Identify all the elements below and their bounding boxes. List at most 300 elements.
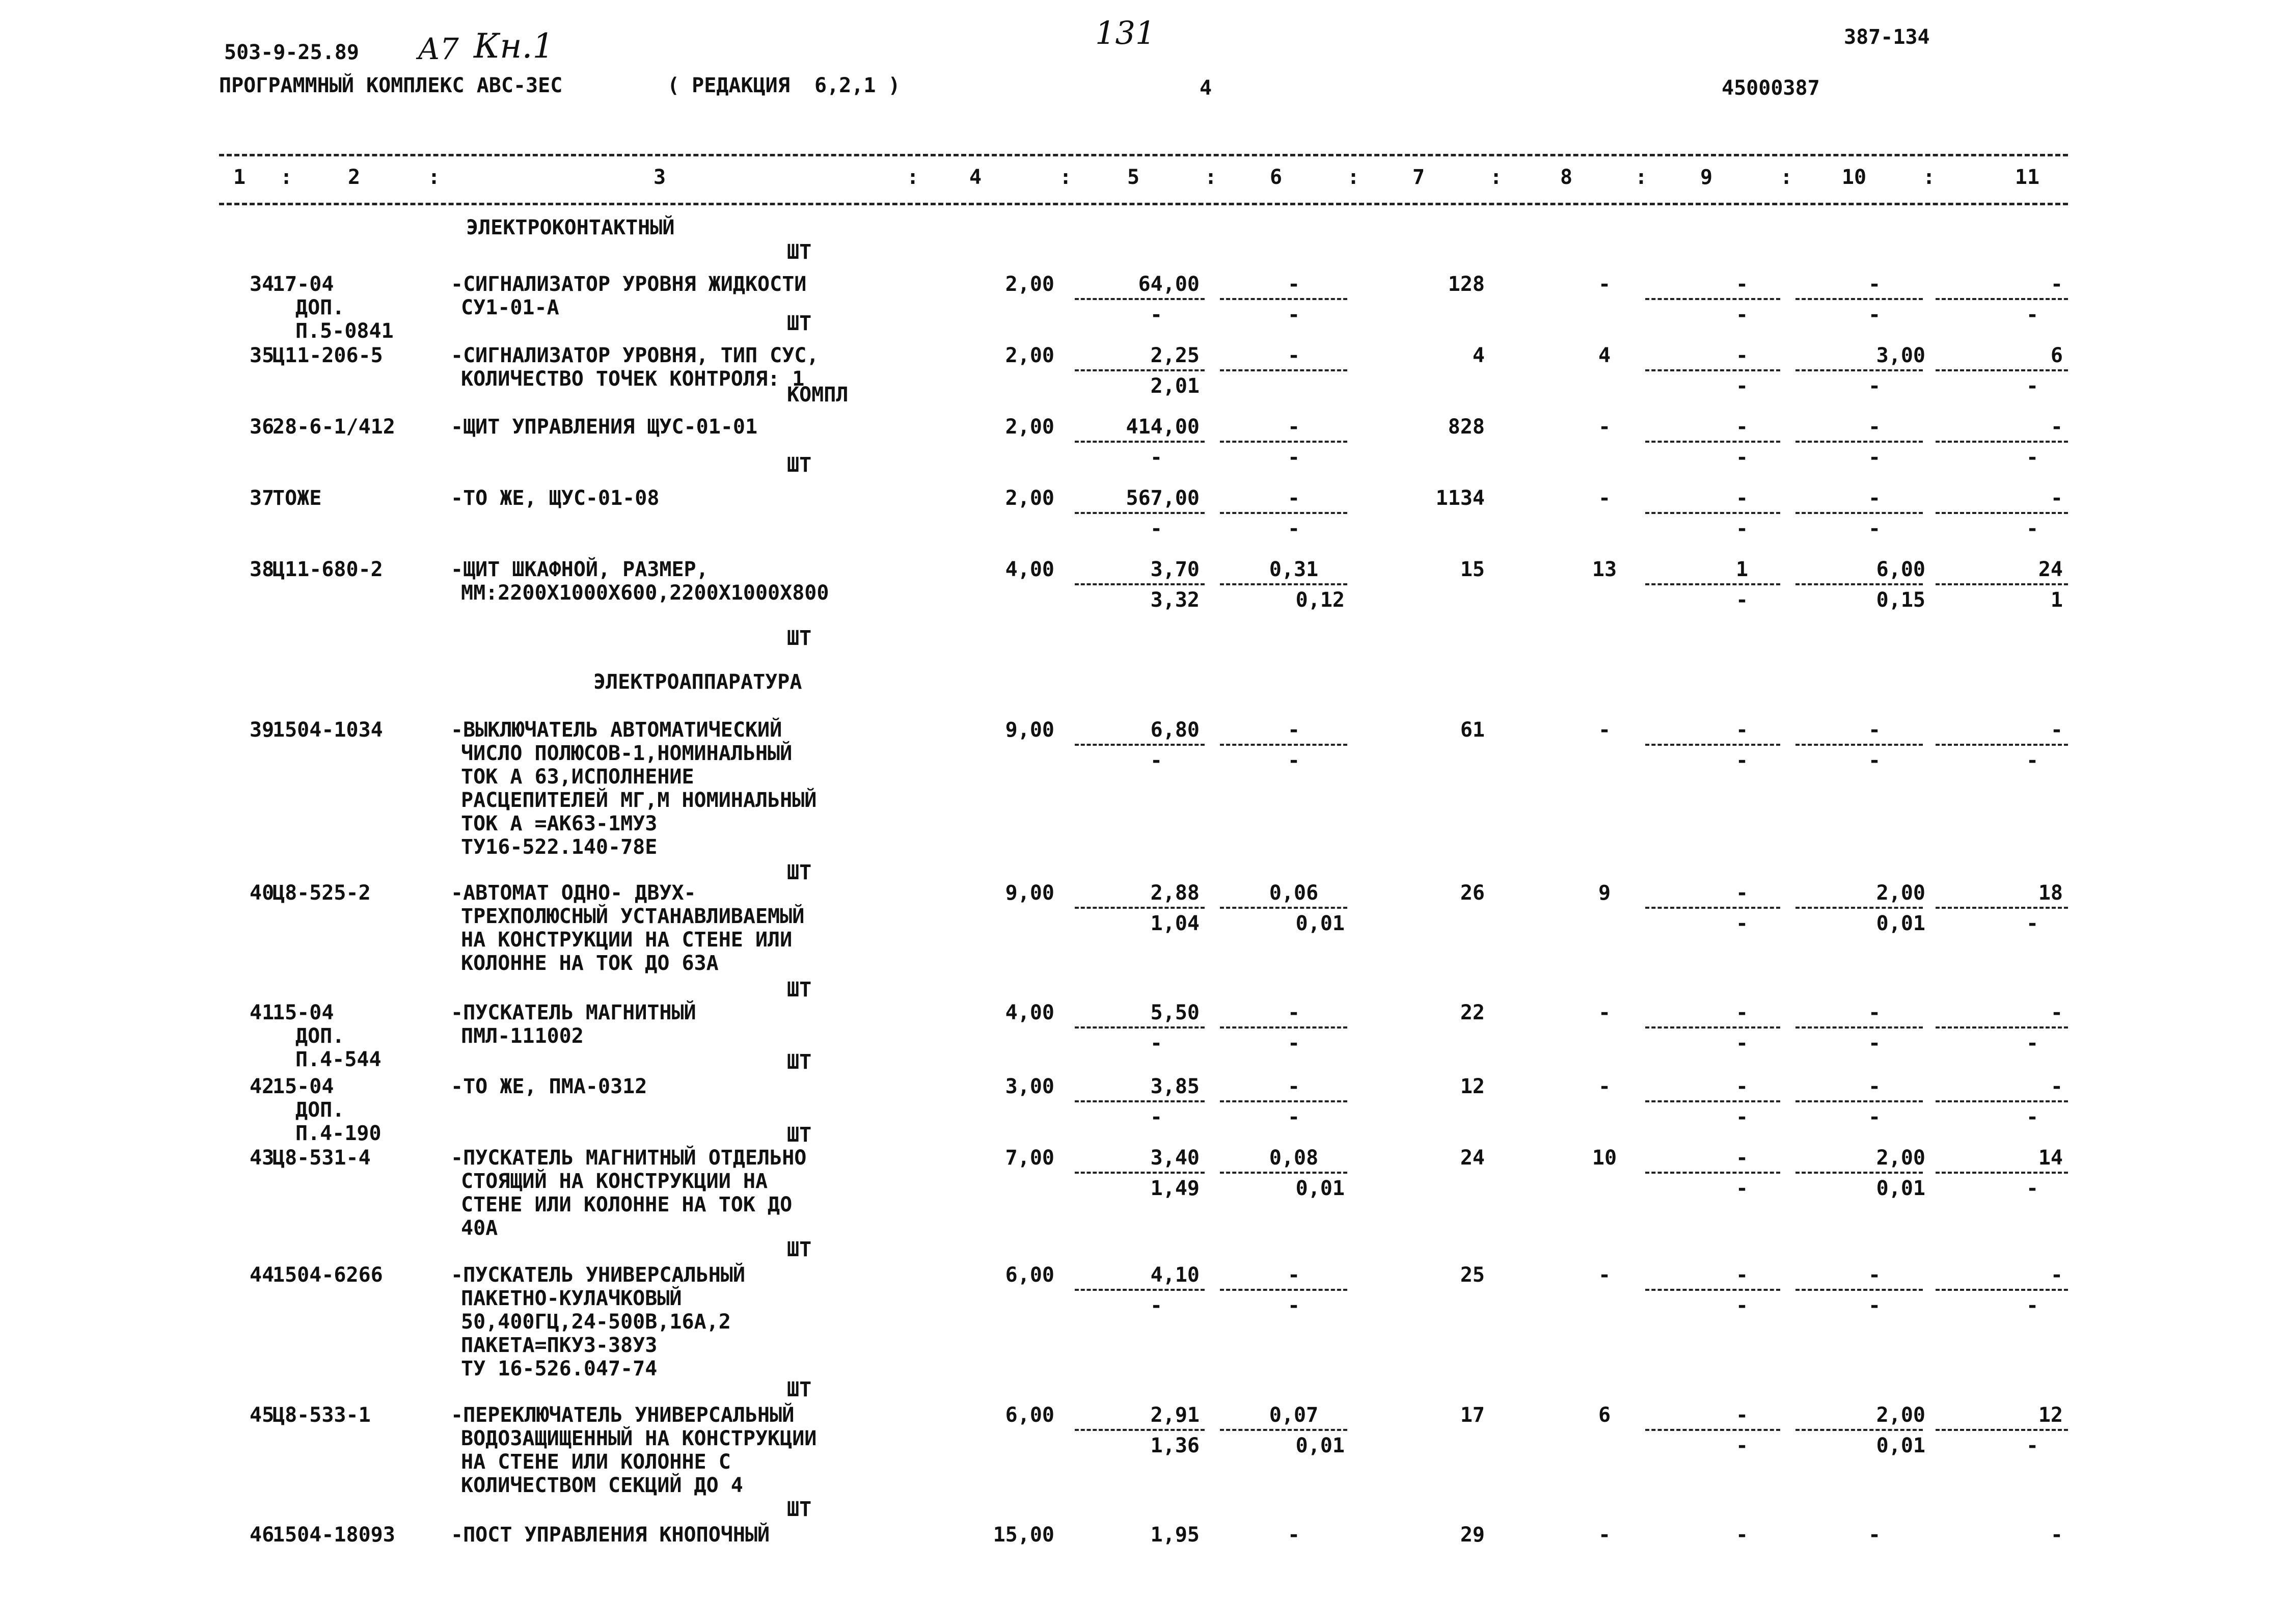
cell-divider — [1795, 1172, 1923, 1174]
cell-col11-lower: - — [2026, 303, 2039, 327]
cell-col8: - — [1598, 273, 1611, 296]
row-description: ВОДОЗАЩИЩЕННЫЙ НА КОНСТРУКЦИИ — [461, 1427, 817, 1450]
header-top-rule — [219, 154, 2068, 156]
cell-divider — [1795, 1429, 1923, 1431]
cell-col6-lower: 0,01 — [1295, 912, 1345, 935]
cell-col11: - — [2050, 1263, 2063, 1287]
cell-col9-lower: - — [1735, 1294, 1749, 1317]
unit-label: ШТ — [787, 1238, 812, 1261]
row-code: П.4-190 — [295, 1122, 382, 1145]
cell-col6: - — [1287, 486, 1300, 510]
row-description: СУ1-01-А — [461, 296, 559, 319]
cell-col5-lower: 1,49 — [1150, 1177, 1200, 1200]
cell-col10-lower: - — [1868, 1105, 1881, 1129]
cell-col7: 26 — [1460, 881, 1485, 905]
column-separator: : — [1347, 166, 1360, 189]
row-description: ПМЛ-111002 — [461, 1024, 584, 1048]
cell-col8: 6 — [1598, 1403, 1611, 1427]
cell-divider — [1936, 369, 2068, 371]
row-number: 46 — [250, 1523, 275, 1547]
row-description: СТОЯЩИЙ НА КОНСТРУКЦИИ НА — [461, 1170, 768, 1193]
cell-divider — [1936, 441, 2068, 443]
row-description: 40А — [461, 1216, 498, 1240]
cell-col5: 3,85 — [1150, 1075, 1200, 1098]
column-number: 4 — [969, 166, 982, 189]
column-number: 7 — [1412, 166, 1425, 189]
cell-quantity: 6,00 — [1005, 1263, 1054, 1287]
row-code: 28-6-1/412 — [273, 415, 395, 439]
cell-col9-lower: - — [1735, 374, 1749, 398]
row-code: Ц8-533-1 — [273, 1403, 371, 1427]
row-code: Ц11-206-5 — [273, 344, 383, 367]
cell-col9: - — [1735, 718, 1749, 742]
cell-quantity: 2,00 — [1005, 344, 1054, 367]
row-code: 1504-18093 — [273, 1523, 395, 1547]
cell-quantity: 7,00 — [1005, 1146, 1054, 1170]
cell-col11: 24 — [2038, 558, 2063, 581]
cell-col9: - — [1735, 415, 1749, 439]
cell-col5: 3,70 — [1150, 558, 1200, 581]
cell-divider — [1645, 583, 1780, 585]
cell-divider — [1220, 441, 1347, 443]
cell-col11-lower: - — [2026, 446, 2039, 469]
row-description: 50,400ГЦ,24-500В,16А,2 — [461, 1310, 731, 1334]
book-mark: Кн.1 — [474, 26, 554, 66]
row-description: -ТО ЖЕ, ЩУС-01-08 — [451, 486, 660, 510]
cell-divider — [1220, 1026, 1347, 1028]
row-description: ММ:2200Х1000Х600,2200Х1000Х800 — [461, 581, 829, 605]
cell-col5: 567,00 — [1126, 486, 1200, 510]
row-description: -ПЕРЕКЛЮЧАТЕЛЬ УНИВЕРСАЛЬНЫЙ — [451, 1403, 795, 1427]
column-number: 10 — [1841, 166, 1867, 189]
unit-label: ШТ — [787, 1123, 812, 1147]
cell-col6: - — [1287, 1075, 1300, 1098]
cell-quantity: 2,00 — [1005, 415, 1054, 439]
cell-col11: 12 — [2038, 1403, 2063, 1427]
cell-col9: - — [1735, 1523, 1749, 1547]
cell-col6: 0,07 — [1269, 1403, 1319, 1427]
cell-divider — [1220, 907, 1347, 909]
cell-divider — [1936, 907, 2068, 909]
cell-divider — [1645, 1289, 1780, 1291]
cell-col6: 0,06 — [1269, 881, 1319, 905]
cell-quantity: 4,00 — [1005, 1001, 1054, 1024]
cell-divider — [1645, 1026, 1780, 1028]
cell-divider — [1220, 1172, 1347, 1174]
cell-col6: - — [1287, 273, 1300, 296]
cell-divider — [1936, 744, 2068, 746]
cell-divider — [1795, 907, 1923, 909]
cell-col11: - — [2050, 415, 2063, 439]
row-number: 43 — [250, 1146, 275, 1170]
cell-col6-lower: 0,01 — [1295, 1177, 1345, 1200]
cell-col11-lower: - — [2026, 517, 2039, 540]
cell-quantity: 2,00 — [1005, 486, 1054, 510]
cell-divider — [1075, 1100, 1205, 1102]
row-number: 42 — [250, 1075, 275, 1098]
row-description: -ТО ЖЕ, ПМА-0312 — [451, 1075, 647, 1098]
row-description: НА СТЕНЕ ИЛИ КОЛОННЕ С — [461, 1450, 731, 1474]
cell-col10: - — [1868, 486, 1881, 510]
cell-col11: 6 — [2050, 344, 2063, 367]
cell-col6: 0,31 — [1269, 558, 1319, 581]
cell-col9-lower: - — [1735, 912, 1749, 935]
row-code: 15-04 — [273, 1001, 334, 1024]
program-title: ПРОГРАММНЫЙ КОМПЛЕКС АВС-3ЕС — [219, 74, 563, 97]
cell-col5-lower: - — [1150, 1105, 1163, 1129]
cell-divider — [1936, 583, 2068, 585]
cell-col6-lower: - — [1287, 749, 1300, 772]
row-description: -ПОСТ УПРАВЛЕНИЯ КНОПОЧНЫЙ — [451, 1523, 770, 1547]
cell-divider — [1220, 512, 1347, 514]
cell-col7: 128 — [1448, 273, 1485, 296]
row-number: 40 — [250, 881, 275, 905]
cell-divider — [1220, 744, 1347, 746]
cell-col8: 10 — [1592, 1146, 1617, 1170]
cell-col5: 2,25 — [1150, 344, 1200, 367]
cell-col6-lower: - — [1287, 1105, 1300, 1129]
cell-col8: - — [1598, 1075, 1611, 1098]
row-code: Ц11-680-2 — [273, 558, 383, 581]
cell-col8: - — [1598, 415, 1611, 439]
cell-col9-lower: - — [1735, 588, 1749, 612]
column-separator: : — [1923, 166, 1936, 189]
cell-divider — [1075, 1429, 1205, 1431]
column-separator: : — [1780, 166, 1793, 189]
cell-divider — [1795, 744, 1923, 746]
cell-col5: 1,95 — [1150, 1523, 1200, 1547]
cell-col8: 9 — [1598, 881, 1611, 905]
cell-col6: 0,08 — [1269, 1146, 1319, 1170]
cell-col9-lower: - — [1735, 303, 1749, 327]
cell-col7: 12 — [1460, 1075, 1485, 1098]
cell-quantity: 4,00 — [1005, 558, 1054, 581]
cell-col11-lower: - — [2026, 1294, 2039, 1317]
cell-col5-lower: 1,04 — [1150, 912, 1200, 935]
cell-quantity: 9,00 — [1005, 881, 1054, 905]
row-code: 1504-6266 — [273, 1263, 383, 1287]
cell-col10: - — [1868, 718, 1881, 742]
cell-divider — [1220, 1100, 1347, 1102]
cell-col6: - — [1287, 718, 1300, 742]
row-description: ТРЕХПОЛЮСНЫЙ УСТАНАВЛИВАЕМЫЙ — [461, 905, 805, 928]
cell-col11-lower: - — [2026, 1177, 2039, 1200]
cell-divider — [1220, 583, 1347, 585]
row-code: 17-04 — [273, 273, 334, 296]
cell-divider — [1075, 583, 1205, 585]
cell-col11: 14 — [2038, 1146, 2063, 1170]
cell-divider — [1645, 1100, 1780, 1102]
cell-col11-lower: - — [2026, 1032, 2039, 1055]
section-title-electroapparatus: ЭЛЕКТРОАППАРАТУРА — [593, 670, 802, 694]
cell-col9: - — [1735, 273, 1749, 296]
column-number: 5 — [1127, 166, 1140, 189]
column-number: 2 — [347, 166, 361, 189]
row-code: Ц8-531-4 — [273, 1146, 371, 1170]
doc-number: 45000387 — [1722, 76, 1820, 100]
unit-label: ШТ — [787, 1498, 812, 1521]
cell-col6: - — [1287, 344, 1300, 367]
cell-col10-lower: - — [1868, 1032, 1881, 1055]
row-description: ПАКЕТНО-КУЛАЧКОВЫЙ — [461, 1287, 682, 1310]
cell-divider — [1936, 1100, 2068, 1102]
cell-col8: 13 — [1592, 558, 1617, 581]
cell-col9: - — [1735, 1146, 1749, 1170]
column-number: 9 — [1700, 166, 1713, 189]
cell-col9: - — [1735, 1263, 1749, 1287]
unit-label: ШТ — [787, 978, 812, 1002]
unit-label: ШТ — [787, 453, 812, 477]
cell-col10: 2,00 — [1876, 881, 1925, 905]
cell-col10: - — [1868, 1075, 1881, 1098]
cell-divider — [1075, 907, 1205, 909]
cell-divider — [1220, 369, 1347, 371]
cell-divider — [1075, 1026, 1205, 1028]
cell-divider — [1220, 298, 1347, 300]
cell-divider — [1795, 369, 1923, 371]
unit-label: ШТ — [787, 861, 812, 884]
row-description: КОЛОННЕ НА ТОК ДО 63А — [461, 952, 719, 975]
column-separator: : — [428, 166, 441, 189]
row-number: 34 — [250, 273, 275, 296]
cell-divider — [1795, 512, 1923, 514]
cell-col6: - — [1287, 415, 1300, 439]
cell-col11-lower: - — [2026, 1434, 2039, 1457]
cell-col6: - — [1287, 1263, 1300, 1287]
cell-divider — [1936, 1429, 2068, 1431]
cell-divider — [1936, 512, 2068, 514]
column-separator: : — [907, 166, 919, 189]
cell-divider — [1075, 1172, 1205, 1174]
cell-col8: - — [1598, 718, 1611, 742]
cell-col11: - — [2050, 273, 2063, 296]
column-number: 3 — [653, 166, 666, 189]
column-separator: : — [1490, 166, 1503, 189]
row-description: -ВЫКЛЮЧАТЕЛЬ АВТОМАТИЧЕСКИЙ — [451, 718, 782, 742]
row-description: ЧИСЛО ПОЛЮСОВ-1,НОМИНАЛЬНЫЙ — [461, 742, 793, 765]
cell-col9-lower: - — [1735, 446, 1749, 469]
cell-divider — [1645, 907, 1780, 909]
cell-col5: 2,88 — [1150, 881, 1200, 905]
unit-label: ШТ — [787, 312, 812, 335]
cell-col5: 3,40 — [1150, 1146, 1200, 1170]
cell-col6-lower: 0,12 — [1295, 588, 1345, 612]
cell-col9-lower: - — [1735, 1177, 1749, 1200]
page-number: 4 — [1200, 76, 1212, 100]
cell-divider — [1936, 1026, 2068, 1028]
album-mark: А7 — [418, 32, 459, 66]
cell-divider — [1075, 369, 1205, 371]
cell-col5: 6,80 — [1150, 718, 1200, 742]
cell-col5-lower: 3,32 — [1150, 588, 1200, 612]
cell-col10: - — [1868, 415, 1881, 439]
cell-col11-lower: - — [2026, 374, 2039, 398]
cell-col10: - — [1868, 1001, 1881, 1024]
cell-divider — [1795, 1026, 1923, 1028]
cell-col5-lower: - — [1150, 1032, 1163, 1055]
row-description: -ЩИТ ШКАФНОЙ, РАЗМЕР, — [451, 558, 709, 581]
cell-divider — [1795, 1100, 1923, 1102]
cell-divider — [1075, 744, 1205, 746]
row-code: ДОП. — [295, 1098, 345, 1122]
cell-col6-lower: - — [1287, 446, 1300, 469]
cell-col6-lower: - — [1287, 1032, 1300, 1055]
cell-divider — [1645, 369, 1780, 371]
cell-col8: - — [1598, 486, 1611, 510]
cell-divider — [1075, 512, 1205, 514]
cell-divider — [1795, 441, 1923, 443]
cell-col6-lower: 0,01 — [1295, 1434, 1345, 1457]
cell-col11: 18 — [2038, 881, 2063, 905]
cell-col7: 15 — [1460, 558, 1485, 581]
row-number: 44 — [250, 1263, 275, 1287]
cell-col9: - — [1735, 1403, 1749, 1427]
row-number: 41 — [250, 1001, 275, 1024]
cell-col11: - — [2050, 1075, 2063, 1098]
cell-col5: 64,00 — [1138, 273, 1200, 296]
cell-col9: - — [1735, 881, 1749, 905]
cell-col10: 6,00 — [1876, 558, 1925, 581]
cell-col5: 4,10 — [1150, 1263, 1200, 1287]
cell-col5-lower: - — [1150, 749, 1163, 772]
cell-col9-lower: - — [1735, 517, 1749, 540]
row-description: -ПУСКАТЕЛЬ МАГНИТНЫЙ ОТДЕЛЬНО — [451, 1146, 807, 1170]
row-code: ДОП. — [295, 296, 345, 319]
cell-divider — [1645, 1429, 1780, 1431]
row-number: 38 — [250, 558, 275, 581]
row-description: -СИГНАЛИЗАТОР УРОВНЯ ЖИДКОСТИ — [451, 273, 807, 296]
cell-col5: 5,50 — [1150, 1001, 1200, 1024]
cell-col9-lower: - — [1735, 1032, 1749, 1055]
cell-col10-lower: - — [1868, 303, 1881, 327]
cell-col10-lower: - — [1868, 446, 1881, 469]
cell-quantity: 3,00 — [1005, 1075, 1054, 1098]
sheet-code: 387-134 — [1844, 25, 1930, 49]
row-number: 35 — [250, 344, 275, 367]
cell-col6-lower: - — [1287, 1294, 1300, 1317]
cell-quantity: 15,00 — [993, 1523, 1054, 1547]
cell-col6-lower: - — [1287, 303, 1300, 327]
cell-col10: 2,00 — [1876, 1403, 1925, 1427]
cell-divider — [1936, 298, 2068, 300]
row-number: 45 — [250, 1403, 275, 1427]
row-description: НА КОНСТРУКЦИИ НА СТЕНЕ ИЛИ — [461, 928, 793, 952]
row-code: П.4-544 — [295, 1048, 382, 1071]
cell-col10-lower: - — [1868, 749, 1881, 772]
cell-col9: 1 — [1735, 558, 1749, 581]
row-description: -АВТОМАТ ОДНО- ДВУХ- — [451, 881, 696, 905]
cell-divider — [1075, 1289, 1205, 1291]
cell-col11-lower: - — [2026, 1105, 2039, 1129]
cell-col10: - — [1868, 273, 1881, 296]
row-description: -ЩИТ УПРАВЛЕНИЯ ЩУС-01-01 — [451, 415, 758, 439]
cell-col8: - — [1598, 1001, 1611, 1024]
cell-divider — [1795, 1289, 1923, 1291]
unit-label: ШТ — [787, 1050, 812, 1074]
cell-col5: 414,00 — [1126, 415, 1200, 439]
column-separator: : — [1205, 166, 1217, 189]
cell-divider — [1936, 1289, 2068, 1291]
unit-label: КОМПЛ — [787, 383, 849, 407]
cell-col5: 2,91 — [1150, 1403, 1200, 1427]
cell-col10: - — [1868, 1263, 1881, 1287]
row-description: СТЕНЕ ИЛИ КОЛОННЕ НА ТОК ДО — [461, 1193, 793, 1216]
cell-divider — [1220, 1429, 1347, 1431]
unit-label: ШТ — [787, 627, 812, 650]
cell-col6: - — [1287, 1001, 1300, 1024]
cell-quantity: 9,00 — [1005, 718, 1054, 742]
cell-col7: 29 — [1460, 1523, 1485, 1547]
row-description: -СИГНАЛИЗАТОР УРОВНЯ, ТИП СУС, — [451, 344, 819, 367]
cell-col7: 61 — [1460, 718, 1485, 742]
cell-col5-lower: 1,36 — [1150, 1434, 1200, 1457]
column-separator: : — [1635, 166, 1648, 189]
cell-col7: 24 — [1460, 1146, 1485, 1170]
cell-col9-lower: - — [1735, 1105, 1749, 1129]
cell-quantity: 6,00 — [1005, 1403, 1054, 1427]
unit-label: ШТ — [787, 1378, 812, 1401]
cell-col8: - — [1598, 1263, 1611, 1287]
cell-col10: 2,00 — [1876, 1146, 1925, 1170]
cell-col10-lower: 0,01 — [1876, 1434, 1925, 1457]
cell-col9: - — [1735, 486, 1749, 510]
row-code: ТОЖЕ — [273, 486, 322, 510]
cell-col11-lower: - — [2026, 749, 2039, 772]
cell-col11: - — [2050, 1001, 2063, 1024]
cell-col10-lower: - — [1868, 517, 1881, 540]
row-description: ТОК А 63,ИСПОЛНЕНИЕ — [461, 765, 694, 789]
row-code: Ц8-525-2 — [273, 881, 371, 905]
cell-col11: - — [2050, 718, 2063, 742]
cell-col10-lower: - — [1868, 374, 1881, 398]
row-code: П.5-0841 — [295, 319, 394, 343]
row-description: РАСЦЕПИТЕЛЕЙ МГ,М НОМИНАЛЬНЫЙ — [461, 789, 817, 812]
cell-col9: - — [1735, 344, 1749, 367]
row-description: -ПУСКАТЕЛЬ МАГНИТНЫЙ — [451, 1001, 696, 1024]
cell-col9: - — [1735, 1001, 1749, 1024]
cell-col5-lower: - — [1150, 446, 1163, 469]
column-number: 11 — [2015, 166, 2040, 189]
cell-col10-lower: 0,01 — [1876, 912, 1925, 935]
cell-col7: 4 — [1472, 344, 1485, 367]
cell-divider — [1936, 1172, 2068, 1174]
column-number: 8 — [1560, 166, 1573, 189]
column-separator: : — [280, 166, 293, 189]
header-bottom-rule — [219, 203, 2068, 205]
row-number: 37 — [250, 486, 275, 510]
cell-col10-lower: 0,01 — [1876, 1177, 1925, 1200]
row-number: 39 — [250, 718, 275, 742]
row-number: 36 — [250, 415, 275, 439]
row-description: ТУ16-522.140-78Е — [461, 835, 658, 859]
cell-divider — [1795, 298, 1923, 300]
cell-divider — [1220, 1289, 1347, 1291]
row-description: КОЛИЧЕСТВОМ СЕКЦИЙ ДО 4 — [461, 1474, 743, 1497]
column-number: 6 — [1269, 166, 1283, 189]
cell-divider — [1645, 744, 1780, 746]
cell-divider — [1645, 1172, 1780, 1174]
row-code: 1504-1034 — [273, 718, 383, 742]
cell-col6: - — [1287, 1523, 1300, 1547]
cell-col11-lower: - — [2026, 912, 2039, 935]
handwritten-page-number: 131 — [1095, 14, 1156, 51]
cell-col7: 22 — [1460, 1001, 1485, 1024]
cell-col8: 4 — [1598, 344, 1611, 367]
cell-col11-lower: 1 — [2050, 588, 2063, 612]
cell-col10: 3,00 — [1876, 344, 1925, 367]
row-code: 15-04 — [273, 1075, 334, 1098]
row-description: -ПУСКАТЕЛЬ УНИВЕРСАЛЬНЫЙ — [451, 1263, 745, 1287]
